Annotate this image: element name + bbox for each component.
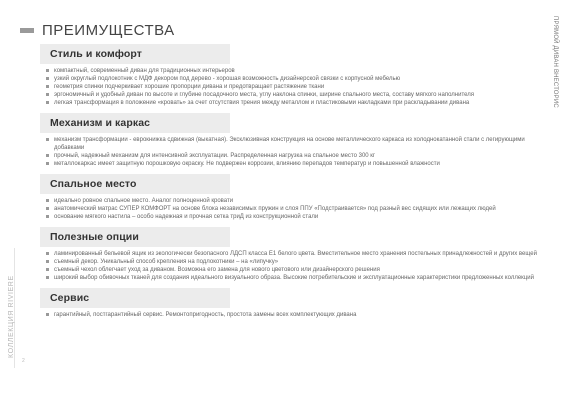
list-item: металлокаркас имеет защитную порошковую окраску. Не подвержен коррозии, влиянию перепадов температур и повышенной влажности <box>46 160 545 168</box>
feature-list <box>46 194 545 221</box>
feature-list <box>46 64 545 107</box>
list-item: компактный, современный диван для традиционных интерьеров <box>46 67 545 75</box>
list-item: идеально ровное спальное место. Аналог полноценной кровати <box>46 197 545 205</box>
feature-list <box>46 308 545 319</box>
page-header <box>20 20 175 40</box>
page-number: 2 <box>22 358 25 364</box>
list-item: легкая трансформация в положение «кровать» за счет отсутствия трения между металлом и пластиковыми накладками при раскладывании дивана <box>46 99 545 107</box>
list-item: ламинированный бельевой ящик из экологически безопасного ЛДСП класса Е1 белого цвета. Вместительное место хранения постельных принадлежностей и других вещей <box>46 250 545 258</box>
list-item: анатомический матрас СУПЕР КОМФОРТ на основе блока независимых пружин и слоя ППУ «Подстраивается» под разный вес сидящих или лежащих людей <box>46 205 545 213</box>
section-heading <box>40 174 545 194</box>
features-content <box>40 44 545 319</box>
feature-list <box>46 133 545 168</box>
list-item: гарантийный, постгарантийный сервис. Ремонтопригодность, простота замены всех комплектующих дивана <box>46 311 545 319</box>
list-item: эргономичный и удобный диван по высоте и глубине посадочного места, углу наклона спинки, ширине спального места, составу мягкого наполнителя <box>46 91 545 99</box>
section-heading <box>40 288 545 308</box>
section-title: Сервис <box>50 292 90 304</box>
section-sleeping-place <box>40 174 545 221</box>
page-title: ПРЕИМУЩЕСТВА <box>42 21 175 39</box>
section-title: Спальное место <box>50 178 137 190</box>
list-item: широкий выбор обивочных тканей для создания идеального визуального образа. Высокие потребительские и эксплуатационные характеристики предложенных коллекций <box>46 274 545 282</box>
side-caption-right-text: ПРЯМОЙ ДИВАН ВНЕСТОРИС <box>552 16 558 108</box>
section-useful-options <box>40 227 545 282</box>
side-caption-left <box>4 240 18 360</box>
list-item: прочный, надежный механизм для интенсивной эксплуатации. Распределенная нагрузка на спальное место 300 кг <box>46 152 545 160</box>
section-title: Механизм и каркас <box>50 117 151 129</box>
section-style-comfort <box>40 44 545 107</box>
list-item: основание мягкого настила – особо надежная и прочная сетка триД из конструкционной стали <box>46 213 545 221</box>
side-caption-right <box>547 16 561 146</box>
section-heading <box>40 227 545 247</box>
section-title: Стиль и комфорт <box>50 48 142 60</box>
list-item: узкий округлый подлокотник с МДФ декором под дерево - хорошая возможность дизайнерской связки с корпусной мебелью <box>46 75 545 83</box>
section-title: Полезные опции <box>50 231 139 243</box>
section-service <box>40 288 545 319</box>
list-item: механизм трансформации - еврокнижка сдвижная (выкатная). Эксклюзивная конструкция на основе металлического каркаса из холоднокатанной стали с легирующими добавками <box>46 136 545 152</box>
section-mechanism-frame <box>40 113 545 168</box>
list-item: съемный декор. Уникальный способ крепления на подлокотники – на «липучку» <box>46 258 545 266</box>
collection-name: КОЛЛЕКЦИЯ RIVIERE <box>8 275 15 358</box>
list-item: съемный чехол облегчает уход за диваном. Возможна его замена для нового цветового или дизайнерского решения <box>46 266 545 274</box>
feature-list <box>46 247 545 282</box>
section-heading <box>40 44 545 64</box>
header-accent-bar <box>20 28 34 33</box>
section-heading <box>40 113 545 133</box>
list-item: геометрия спинки подчеркивает хорошие пропорции дивана и предотвращает растяжение ткани <box>46 83 545 91</box>
